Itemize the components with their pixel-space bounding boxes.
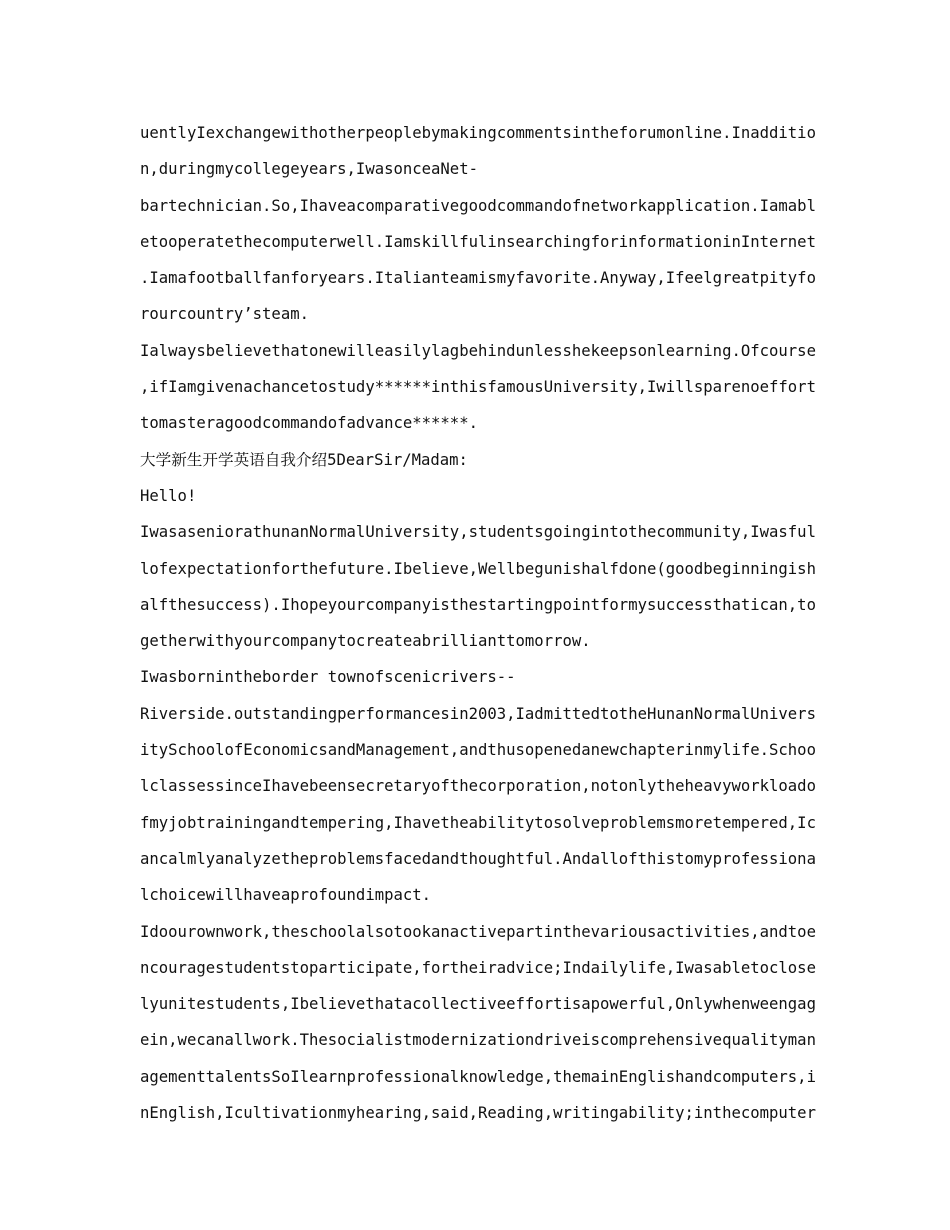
text-line: ,ifIamgivenachancetostudy******inthisfamousUniversity,Iwillsparenoeffort — [140, 378, 816, 397]
text-line: lofexpectationforthefuture.Ibelieve,Wellbegunishalfdone(goodbeginningish — [140, 559, 816, 578]
text-line: ancalmlyanalyzetheproblemsfacedandthoughtful.Andallofthistomyprofessiona — [140, 849, 816, 868]
greeting-line: Hello! — [140, 486, 197, 505]
text-line: IwasaseniorathunanNormalUniversity,studentsgoingintothecommunity,Iwasful — [140, 523, 816, 542]
text-line: etooperatethecomputerwell.IamskillfulinsearchingforinformationinInternet — [140, 232, 816, 251]
document-body — [140, 115, 816, 1131]
text-line: rourcountry’steam. — [140, 305, 309, 324]
text-line: ncouragestudentstoparticipate,fortheiradvice;Indailylife,Iwasabletoclose — [140, 958, 816, 977]
text-line: lyunitestudents,Ibelievethatacollectiveeffortisapowerful,Onlywhenweengag — [140, 995, 816, 1014]
text-line: Iwasbornintheborder townofscenicrivers-- — [140, 668, 516, 687]
text-line: lchoicewillhaveaprofoundimpact. — [140, 886, 432, 905]
text-line: lclassessinceIhavebeensecretaryofthecorporation,notonlytheheavyworkloado — [140, 777, 816, 796]
text-line: uentlyIexchangewithotherpeoplebymakingcommentsintheforumonline.Inadditio — [140, 124, 816, 142]
text-line: alfthesuccess).Ihopeyourcompanyisthestartingpointformysuccessthatican,to — [140, 595, 816, 614]
text-line: .Iamafootballfanforyears.Italianteamismyfavorite.Anyway,Ifeelgreatpityfo — [140, 269, 816, 288]
section-heading: 大学新生开学英语自我介绍5DearSir/Madam: — [140, 450, 468, 469]
text-line: ein,wecanallwork.Thesocialistmodernizationdriveiscomprehensivequalityman — [140, 1031, 816, 1050]
text-line: Riverside.outstandingperformancesin2003,IadmittedtotheHunanNormalUnivers — [140, 704, 816, 723]
text-line: getherwithyourcompanytocreateabrillianttomorrow. — [140, 632, 591, 651]
text-line: nEnglish,Icultivationmyhearing,said,Reading,writingability;inthecomputer — [140, 1104, 816, 1123]
text-line: n,duringmycollegeyears,IwasonceaNet- — [140, 160, 478, 179]
text-line: fmyjobtrainingandtempering,Ihavetheabilitytosolveproblemsmoretempered,Ic — [140, 813, 816, 832]
text-line: tomasteragoodcommandofadvance******. — [140, 414, 478, 433]
text-line: bartechnician.So,Ihaveacomparativegoodcommandofnetworkapplication.Iamabl — [140, 196, 816, 215]
text-line: itySchoolofEconomicsandManagement,andthusopenedanewchapterinmylife.Schoo — [140, 741, 816, 760]
text-line: Idoourownwork,theschoolalsotookanactivepartinthevariousactivities,andtoe — [140, 922, 816, 941]
text-line: agementtalentsSoIlearnprofessionalknowledge,themainEnglishandcomputers,i — [140, 1067, 816, 1086]
text-line: Ialwaysbelievethatonewilleasilylagbehindunlesshekeepsonlearning.Ofcourse — [140, 341, 816, 360]
